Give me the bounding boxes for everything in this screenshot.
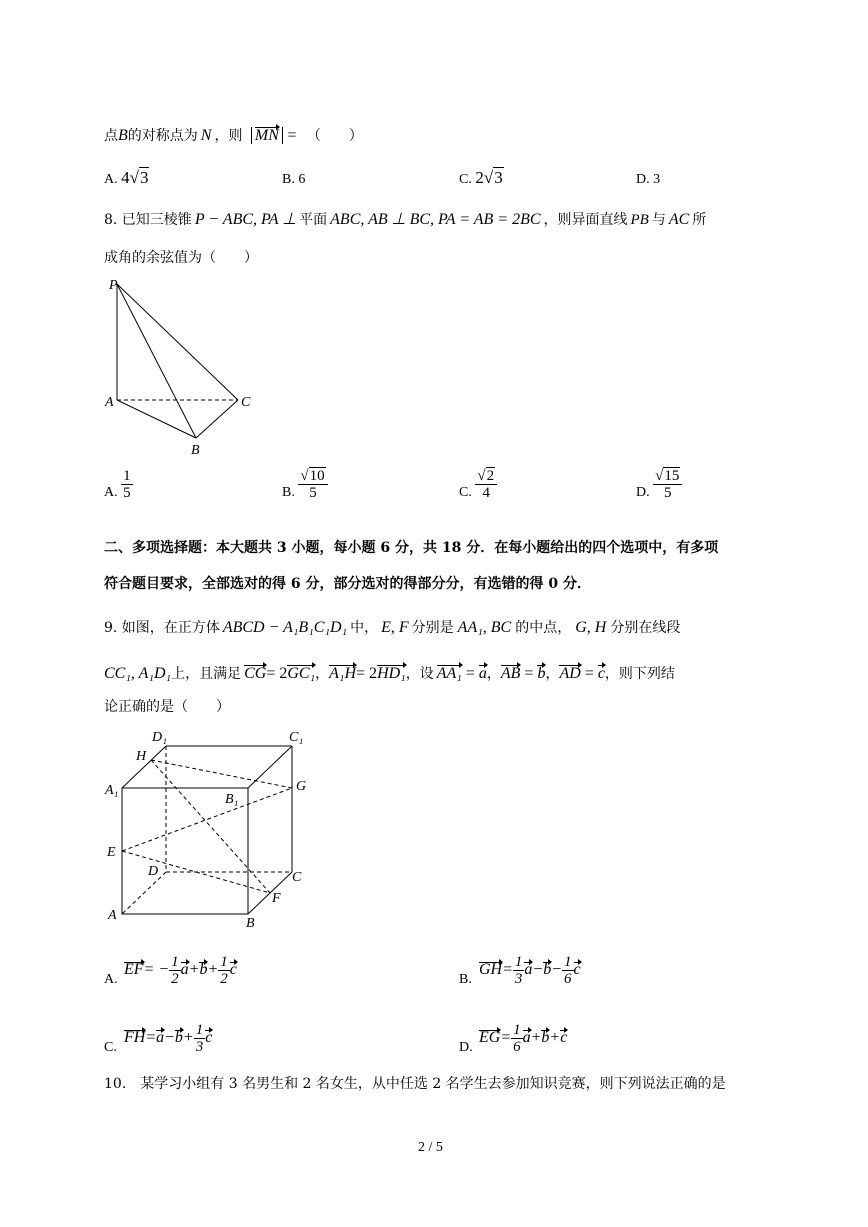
label-f: F xyxy=(272,891,281,906)
label-a1: A₁ xyxy=(105,783,119,798)
q7-option-d[interactable]: D. 3 xyxy=(636,172,661,187)
q7-option-a[interactable]: A. 4√3 xyxy=(104,168,149,187)
q9-option-b[interactable]: B. GH= $\frac{1}{3}$ a−b− $\frac{1}{6}$ c xyxy=(459,954,581,987)
label-b1: B₁ xyxy=(225,792,239,807)
q9-option-d[interactable]: D. EG= $\frac{1}{6}$ a+b+c xyxy=(459,1022,568,1055)
q7-stem: 点B的对称点为 N ，则 MN = （ ） xyxy=(104,127,363,144)
label-c: C xyxy=(292,870,302,885)
page-number: 2 / 5 xyxy=(418,1140,443,1155)
label-d: D xyxy=(148,864,159,879)
label-g: G xyxy=(296,779,307,794)
q10-stem: 10. 某学习小组有 3 名男生和 2 名女生，从中任选 2 名学生去参加知识竞赛，则下列说法正确的是 xyxy=(104,1076,726,1092)
q8-stem-line1: 8. 已知三棱锥 P − ABC, PA ⊥ 平面 ABC, AB ⊥ BC, PA = AB = 2BC ，则异面直线 PB 与 AC 所 xyxy=(104,211,707,228)
q9-option-c[interactable]: C. FH=a−b+ $\frac{1}{3}$ c xyxy=(104,1022,213,1055)
label-c: C xyxy=(241,395,251,410)
label-a: A xyxy=(108,908,117,923)
label-p: P xyxy=(109,278,118,293)
label-b: B xyxy=(191,443,200,458)
q7-option-b[interactable]: B. 6 xyxy=(282,172,306,187)
label-e: E xyxy=(107,845,116,860)
section-2-instructions-line1: 二、多项选择题：本大题共 3 小题，每小题 6 分，共 18 分．在每小题给出的四个选项中，有多项 xyxy=(104,540,719,556)
q9-option-a[interactable]: A. EF= − $\frac{1}{2}$ a+b+ $\frac{1}{2}$ c xyxy=(104,954,237,987)
q8-option-b[interactable]: B. $\frac{√10}{5}$ xyxy=(282,468,328,501)
q8-stem-line2: 成角的余弦值为（ ） xyxy=(104,250,258,266)
q8-tetrahedron-figure xyxy=(100,276,260,462)
label-h: H xyxy=(136,749,147,764)
q8-option-d[interactable]: D. $\frac{√15}{5}$ xyxy=(636,468,682,501)
q9-cube-figure xyxy=(100,726,320,932)
q8-option-a[interactable]: A. $\frac{1}{5}$ xyxy=(104,468,131,501)
label-a: A xyxy=(105,395,114,410)
q9-stem-line3: 论正确的是（ ） xyxy=(104,699,230,715)
q9-stem-line2: CC₁, A₁D₁上，且满足 CG= 2GC₁，A₁H= 2HD₁，设 AA₁ = a，AB = b，AD = c，则下列结 xyxy=(104,665,675,682)
mn-abs: MN xyxy=(251,127,283,144)
q8-option-c[interactable]: C. $\frac{√2}{4}$ xyxy=(459,468,497,501)
label-c1: C₁ xyxy=(289,730,304,745)
section-2-instructions-line2: 符合题目要求，全部选对的得 6 分，部分选对的得部分分，有选错的得 0 分． xyxy=(104,576,591,592)
label-d1: D₁ xyxy=(152,730,167,745)
q7-option-c[interactable]: C. 2√3 xyxy=(459,168,503,187)
q9-stem-line1: 9. 如图，在正方体 ABCD − A₁B₁C₁D₁ 中， E, F 分别是 AA₁, BC 的中点， G, H 分别在线段 xyxy=(104,619,681,636)
label-b: B xyxy=(246,916,255,931)
